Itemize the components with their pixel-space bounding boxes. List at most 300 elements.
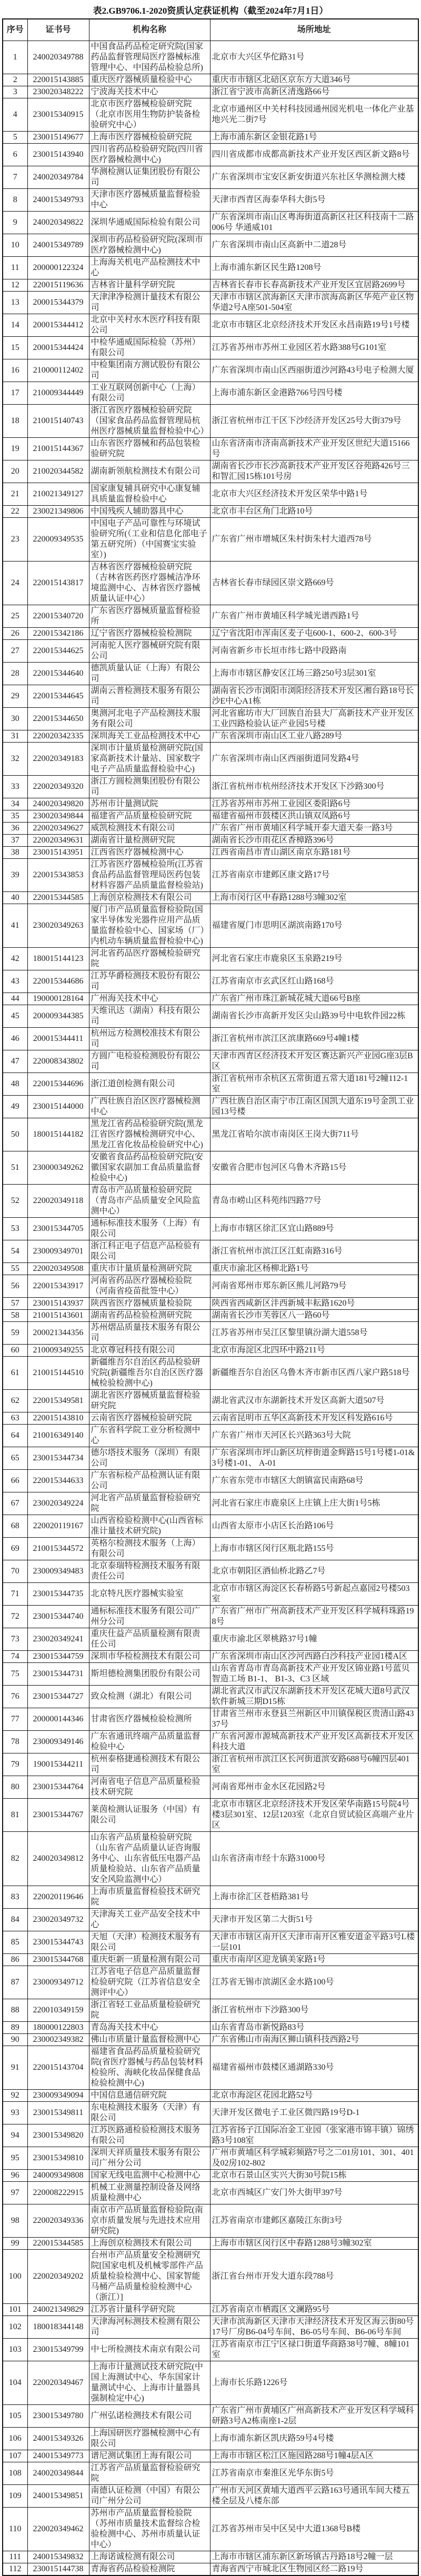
cell-index: 112 (3, 2563, 27, 2576)
cell-address: 北京市石景山区实兴大街30号院15栋 (210, 2170, 418, 2182)
cell-address: 河南省新乡市长垣市纬七路中段路南 (210, 640, 418, 663)
cell-index: 41 (3, 904, 27, 948)
cell-index: 60 (3, 1345, 27, 1357)
cell-index: 79 (3, 1753, 27, 1776)
cell-institution-name: 山西省检验检测中心(山西省标准计量技术研究院) (89, 1515, 210, 1538)
cell-cert-no: 220020349336 (27, 2204, 89, 2238)
table-row (3, 2405, 418, 2428)
cell-cert-no: 220020349508 (27, 1263, 89, 1275)
table-row (3, 1447, 418, 1470)
cell-index: 25 (3, 605, 27, 628)
cell-index: 4 (3, 98, 27, 132)
table-row (3, 438, 418, 460)
cell-institution-name: 广西壮族自治区医疗器械检测中心 (89, 1096, 210, 1118)
cell-institution-name: 浙江省轻工业品质量检验研究院 (89, 1999, 210, 2022)
table-row (3, 1663, 418, 1686)
cell-index: 111 (3, 2551, 27, 2563)
cell-institution-name: 德尔塔技术服务（深圳）有限公司 (89, 1447, 210, 1470)
table-row (3, 1731, 418, 1753)
cell-institution-name: 南德认证检测（中国）有限公司广州分公司 (89, 2485, 210, 2508)
cell-cert-no: 240015349832 (27, 2551, 89, 2563)
cell-address: 广东省深圳市坪山新区坑梓街道金辉路15号1号楼1-01&3号楼1-01、 A-01 (210, 1447, 418, 1470)
cell-address: 湖南省长沙市雨花区香樟路396号 (210, 835, 418, 847)
cell-cert-no: 230015340915 (27, 98, 89, 132)
cell-address: 广东省深圳市南山区沙河西路白沙科技产业园1楼A区 (210, 1651, 418, 1663)
cell-cert-no: 220015119636 (27, 279, 89, 292)
cell-index: 45 (3, 1005, 27, 1028)
cell-institution-name: 重庆医疗器械质量检验中心 (89, 74, 210, 86)
cell-institution-name: 天津津净检测计量技术有限公司 (89, 292, 210, 314)
cell-cert-no: 210016349140 (27, 1425, 89, 1447)
table-row (3, 98, 418, 132)
cell-address: 广东省广州市广州高新技术产业开发区科学城科珠路198号 (210, 1606, 418, 1628)
cell-address: 广东省广州市黄埔区科学城开泰大道天泰一路3号 (210, 823, 418, 835)
table-row (3, 212, 418, 234)
cell-index: 81 (3, 1799, 27, 1832)
cell-cert-no: 200000122324 (27, 257, 89, 279)
cell-address: 上海市徐汇区苍梧路381号 (210, 1886, 418, 1909)
cell-institution-name: 苏州熠品质量技术服务有限公司 (89, 1322, 210, 1345)
cell-address: 辽宁省沈阳市浑南区麦子屯600-1、600-2、600-3号 (210, 628, 418, 640)
column-header-institution-name: 机构名称 (89, 19, 210, 41)
cell-index: 35 (3, 810, 27, 823)
cell-address: 福建省福州市鼓楼区洪山镇双凤路6号 (210, 810, 418, 823)
cell-address: 吉林省长春市绿园区崇文路669号 (210, 562, 418, 605)
cell-address: 山东省青岛市新悦路83号 (210, 2022, 418, 2034)
cell-cert-no: 230015344743 (27, 1931, 89, 1954)
cell-institution-name: 致众检测（湖北）有限公司 (89, 1686, 210, 1708)
cell-address: 江苏省南京市秦淮区光华东街5号 (210, 2462, 418, 2485)
cell-cert-no: 200015344411 (27, 1028, 89, 1050)
cell-institution-name: 北京尊冠科技有限公司 (89, 1345, 210, 1357)
cell-index: 27 (3, 640, 27, 663)
cell-index: 84 (3, 1909, 27, 1931)
cell-index: 98 (3, 2204, 27, 2238)
cell-institution-name: 深圳华通威国际检验有限公司 (89, 212, 210, 234)
table-row (3, 1240, 418, 1263)
cell-cert-no: 200015344412 (27, 314, 89, 337)
cell-institution-name: 北京特凡医疗器械实验室 (89, 1583, 210, 1606)
cell-cert-no: 220015344585 (27, 892, 89, 904)
cell-cert-no: 210000112402 (27, 359, 89, 382)
cell-index: 8 (3, 189, 27, 212)
cell-institution-name: 深圳市计量质量检测研究院(国家高新技术计量站、国家数字电子产品质量监督检验中心) (89, 743, 210, 776)
cell-cert-no: 210015144510 (27, 1357, 89, 1390)
cell-institution-name: 浙江科正电子信息产品检验有限公司 (89, 1240, 210, 1263)
cell-cert-no: 220020349627 (27, 823, 89, 835)
table-row (3, 1345, 418, 1357)
cell-index: 64 (3, 1425, 27, 1447)
cell-address: 山东省济南市济南高新技术产业开发区世纪大道15166号 (210, 438, 418, 460)
cell-cert-no: 230015349820 (27, 2124, 89, 2147)
cell-index: 96 (3, 2170, 27, 2182)
table-row (3, 823, 418, 835)
cell-address: 山西省太原市小店区长治路106号 (210, 1515, 418, 1538)
cell-institution-name: 方圆广电检验检测股份有限公司 (89, 1050, 210, 1073)
cell-cert-no: 230020349224 (27, 1492, 89, 1515)
cell-address: 上海市市辖区徐汇区宜山路889号 (210, 1218, 418, 1240)
table-row (3, 640, 418, 663)
cell-institution-name: 云南省医疗器械检验研究院 (89, 1412, 210, 1425)
cell-address: 湖南省长沙市长沙高新技术产业开发区谷苑路426号三和智汇园15栋101号房 (210, 460, 418, 483)
cell-institution-name: 湖南新领航检测技术有限公司 (89, 460, 210, 483)
cell-cert-no: 230009349146 (27, 1731, 89, 1753)
cell-address: 上海市市辖区闵行区瓶北路155号 (210, 1538, 418, 1560)
cell-index: 73 (3, 1628, 27, 1651)
cell-cert-no: 230020349241 (27, 1628, 89, 1651)
cell-index: 105 (3, 2405, 27, 2428)
cell-index: 104 (3, 2361, 27, 2405)
cell-address: 北京市市辖区北京经济技术开发区荣华南路15号院4号楼3层301室、12层1203室（北京自贸试验区高端产业片区 (210, 1799, 418, 1832)
cell-address: 江苏省苏州市苏州工业园区若水路388号G101室 (210, 337, 418, 359)
cell-cert-no: 210009349255 (27, 1345, 89, 1357)
cell-address: 广东省广州市天河区长兴路363号大院 (210, 1425, 418, 1447)
cell-institution-name: 通标标准技术服务有限公司广州分公司 (89, 1606, 210, 1628)
cell-institution-name: 国家康复辅具研究中心康复辅具质量监督检验中心 (89, 483, 210, 506)
table-row (3, 1096, 418, 1118)
cell-address: 湖南省长沙市芙蓉区八一路60号 (210, 1310, 418, 1322)
cell-institution-name: 河南省电子信息产品质量检验技术研究院 (89, 1776, 210, 1799)
cell-address: 北京市朝阳区酒仙桥北路乙7号 (210, 1560, 418, 1583)
cell-index: 1 (3, 41, 27, 74)
cell-cert-no: 220015344650 (27, 708, 89, 730)
cell-address: 广东省深圳市南山区工业八路289号 (210, 730, 418, 743)
cell-cert-no: 220015340720 (27, 605, 89, 628)
cell-institution-name: 杭州远方检测校准技术有限公司 (89, 1028, 210, 1050)
cell-address: 天津市市辖区滨海新区天津市滨海高新区华苑产业区物华道2号A座501-504室 (210, 292, 418, 314)
cell-index: 88 (3, 1999, 27, 2022)
cell-address: 江苏省苏州市苏州工业园区娄阳路6号 (210, 798, 418, 810)
table-row (3, 1776, 418, 1799)
column-header-address: 场所地址 (210, 19, 418, 41)
cell-address: 浙江省宁波市高新区清逸路66号 (210, 86, 418, 98)
cell-institution-name: 湖南云普检测技术服务有限公司 (89, 685, 210, 708)
table-row (3, 904, 418, 948)
cell-institution-name: 江苏省电子信息产品质量监督检验研究院（江苏省信息安全测评中心） (89, 1966, 210, 1999)
cell-address: 北京市丰台区角门北路10号 (210, 506, 418, 518)
table-row (3, 2250, 418, 2304)
cell-index: 99 (3, 2238, 27, 2250)
cell-index: 62 (3, 1390, 27, 1412)
cell-index: 6 (3, 144, 27, 166)
cell-institution-name: 福建省食品药品质量检验研究院(省医疗器械与药品包装材料检验所、海峡化妆品保健食品检验检测中心) (89, 2046, 210, 2090)
table-row (3, 2485, 418, 2508)
cell-cert-no: 200021344356 (27, 1322, 89, 1345)
table-row (3, 685, 418, 708)
cell-institution-name: 上海市计量测试技术研究院(中国上海测试中心、华东国家计量测试中心、上海市计量器具强制检定中心) (89, 2361, 210, 2405)
cell-institution-name: 南京市产品质量监督检验院(南京市质量发展与先进技术应用研究院) (89, 2204, 210, 2238)
cell-address: 福建省厦门市思明区湖滨南路170号 (210, 904, 418, 948)
table-row (3, 1931, 418, 1954)
table-row (3, 359, 418, 382)
table-row (3, 1118, 418, 1151)
cell-index: 19 (3, 438, 27, 460)
cell-address: 湖南省长沙市浏阳市浏阳经济技术开发区湘台路18号长沙E中心A1栋 (210, 685, 418, 708)
cell-cert-no: 230015344768 (27, 1954, 89, 1966)
cell-cert-no: 220015143704 (27, 2046, 89, 2090)
cell-institution-name: 上海诺诚检测有限公司 (89, 2551, 210, 2563)
cell-address: 天津市西青区经济技术开发区赛达新兴产业园G座3层B区 (210, 1050, 418, 1073)
cell-address: 湖北省武汉市武汉东湖新技术开发区花城大道8号武汉软件新城三期D15栋 (210, 1686, 418, 1708)
cell-index: 23 (3, 518, 27, 562)
cell-cert-no: 200009344385 (27, 1005, 89, 1028)
cell-address: 北京市通州区中关村科技园通州园光机电一体化产业基地兴光二街7号 (210, 98, 418, 132)
column-header-cert-no: 证书号 (27, 19, 89, 41)
cell-cert-no: 190000128164 (27, 993, 89, 1005)
cell-address: 浙江省杭州市滨江区长河街道滨安路688号6幢四层401室 (210, 1753, 418, 1776)
cell-cert-no: 220020119167 (27, 1515, 89, 1538)
cell-institution-name: 深圳天祥质量技术服务有限公司广州分公司 (89, 2147, 210, 2170)
cell-institution-name: 谱尼测试集团上海有限公司 (89, 2450, 210, 2462)
table-row (3, 730, 418, 743)
cell-address: 广东省深圳市南山区高新中二道28号 (210, 234, 418, 257)
cell-address: 甘肃省兰州市永登县兰州新区中川镇保税区贵清山路4337号 (210, 1708, 418, 1731)
table-row (3, 628, 418, 640)
cell-institution-name: 杭州泰格捷通检测技术有限公司 (89, 1753, 210, 1776)
cell-cert-no: 240015349851 (27, 2485, 89, 2508)
cell-address: 湖北省武汉市东湖新技术开发区高新大道507号 (210, 1390, 418, 1412)
table-row (3, 2147, 418, 2170)
table-row (3, 2428, 418, 2450)
cell-cert-no: 220008343802 (27, 1050, 89, 1073)
table-row (3, 2022, 418, 2034)
cell-cert-no: 230015344767 (27, 1799, 89, 1832)
cell-cert-no: 220015344686 (27, 970, 89, 993)
cell-address: 浙江省杭州市下沙路300号 (210, 1999, 418, 2022)
table-row (3, 279, 418, 292)
cell-address: 青海省西宁市城北区生物园区经二路19号 (210, 2563, 418, 2576)
cell-cert-no: 210021349127 (27, 483, 89, 506)
table-row (3, 2124, 418, 2147)
cell-index: 87 (3, 1966, 27, 1999)
cell-address: 江苏省扬子江国际冶金工业园（张家港市锦丰镇）锦绣路3号108室 (210, 2124, 418, 2147)
cell-address: 北京市海淀区花园北路52号 (210, 2090, 418, 2102)
cell-cert-no: 230015143937 (27, 1298, 89, 1310)
cell-address: 北京市大兴区经济技术开发区荣华中路1号 (210, 483, 418, 506)
cell-institution-name: 上海国研医疗器械检测中心有限公司 (89, 2428, 210, 2450)
table-row (3, 506, 418, 518)
column-header-index: 序号 (3, 19, 27, 41)
cell-institution-name: 浙江省医疗器械检验研究院（国家食品药品监督管理局杭州医疗器械质量监督检验中心） (89, 405, 210, 438)
table-row (3, 1753, 418, 1776)
cell-cert-no: 220010349159 (27, 1999, 89, 2022)
cell-address: 江苏省无锡市滨湖区金水路100号 (210, 1966, 418, 1999)
cell-index: 24 (3, 562, 27, 605)
cell-address: 江苏省南京市玄武区红山路168号 (210, 970, 418, 993)
cell-cert-no: 230009349712 (27, 1966, 89, 1999)
table-row (3, 1412, 418, 1425)
cell-institution-name: 江苏华爵检测技术股份有限公司 (89, 970, 210, 993)
cell-address: 吉林省长春市长春高新技术产业开发区宜居路2699号 (210, 279, 418, 292)
table-row (3, 2170, 418, 2182)
table-row (3, 74, 418, 86)
cell-institution-name: 台州市产品质量安全检测研究院[国家电机及机械零部件产品质量检验检测中心、国家智能马桶产品质量检验检测中心（浙江）] (89, 2250, 210, 2304)
table-row (3, 810, 418, 823)
cell-address: 广西壮族自治区南宁市江南区国凯大道东19号金凯工业园13号楼 (210, 1096, 418, 1118)
table-row (3, 835, 418, 847)
cell-address: 广东省深圳市南山区粤海街道高新区社区科技南十二路006号 华通威101 (210, 212, 418, 234)
table-row (3, 1005, 418, 1028)
cell-cert-no: 200015344379 (27, 292, 89, 314)
table-row (3, 892, 418, 904)
cell-institution-name: 天旭（天津）检测技术服务有限公司 (89, 1931, 210, 1954)
table-row (3, 1799, 418, 1832)
cell-institution-name: 宁波海关技术中心 (89, 86, 210, 98)
cell-cert-no: 240015349773 (27, 2450, 89, 2462)
cell-cert-no: 190015344211 (27, 1753, 89, 1776)
cell-institution-name: 河北省产品质量监督检验研究院 (89, 1492, 210, 1515)
cell-address: 黑龙江省哈尔滨市南岗区王岗大街711号 (210, 1118, 418, 1151)
cell-address: 广东省河源市源城高新技术产业开发区高新技术开发区科技大道 (210, 1731, 418, 1753)
cell-index: 83 (3, 1886, 27, 1909)
cell-cert-no: 240009349808 (27, 2170, 89, 2182)
cell-address: 重庆市渝北区杨柳北路1号 (210, 1263, 418, 1275)
cell-institution-name: 河南省药品医疗器械检验院（河南省疫苗批签中心） (89, 1275, 210, 1298)
cell-address: 安徽省合肥市包河区乌鲁木齐路15号 (210, 1151, 418, 1185)
table-row (3, 2563, 418, 2576)
cell-cert-no: 230002349382 (27, 2034, 89, 2046)
cell-address: 北京市大兴区华佗路31号 (210, 41, 418, 74)
table-row (3, 1515, 418, 1538)
cell-index: 85 (3, 1931, 27, 1954)
cell-address: 浙江省杭州市滨江区江虹南路316号 (210, 1240, 418, 1263)
cell-index: 43 (3, 970, 27, 993)
cell-cert-no: 220015344625 (27, 640, 89, 663)
cell-institution-name: 湖南省计量检测研究院 (89, 835, 210, 847)
cell-index: 21 (3, 483, 27, 506)
cell-cert-no: 230015344759 (27, 1651, 89, 1663)
cell-institution-name: 中七所检测技术南京有限公司 (89, 2339, 210, 2361)
cell-institution-name: 重庆市计量质量检测研究院 (89, 1263, 210, 1275)
table-row (3, 86, 418, 98)
cell-index: 82 (3, 1832, 27, 1886)
cell-index: 66 (3, 1470, 27, 1492)
cell-address: 四川省成都市成都高新技术产业开发区西区新文路8号 (210, 144, 418, 166)
cell-address: 上海市浦东新区金银花路1号 (210, 132, 418, 144)
cell-cert-no: 230020349263 (27, 904, 89, 948)
cell-cert-no: 240020349788 (27, 41, 89, 74)
table-body (3, 41, 418, 2576)
cell-address: 天津市市辖区南开区天津市南开区雅安道金平路3号L楼一层101 (210, 1931, 418, 1954)
cell-institution-name: 河南驼人医疗器械研究院有限公司 (89, 640, 210, 663)
cell-address: 江苏省南京市建邺区康文路17号 (210, 859, 418, 892)
cell-cert-no: 230015344734 (27, 1447, 89, 1470)
cell-index: 36 (3, 823, 27, 835)
table-row (3, 1606, 418, 1628)
cell-index: 10 (3, 234, 27, 257)
cell-cert-no: 220020342335 (27, 730, 89, 743)
table-row (3, 708, 418, 730)
table-row (3, 1886, 418, 1909)
cell-index: 91 (3, 2046, 27, 2090)
table-row (3, 743, 418, 776)
table-row (3, 382, 418, 405)
cell-cert-no: 220020349118 (27, 1185, 89, 1218)
cell-address: 上海市浦东新区金港路766号四号楼 (210, 382, 418, 405)
table-row (3, 1686, 418, 1708)
cell-cert-no: 220020349462 (27, 2508, 89, 2551)
cell-address: 河北省廊坊市大厂回族自治县大厂高新技术产业开发区工业四路检验认证产业园5号楼 (210, 708, 418, 730)
table-row (3, 1999, 418, 2022)
cell-address: 广东省佛山市南海区狮山镇科技西路2号 (210, 2034, 418, 2046)
cell-cert-no: 230015344705 (27, 1218, 89, 1240)
table-row (3, 1560, 418, 1583)
cell-index: 55 (3, 1263, 27, 1275)
cell-index: 65 (3, 1447, 27, 1470)
cell-index: 2 (3, 74, 27, 86)
cell-index: 22 (3, 506, 27, 518)
cell-cert-no: 230009349094 (27, 2090, 89, 2102)
cell-index: 94 (3, 2124, 27, 2147)
table-row (3, 1651, 418, 1663)
cell-index: 77 (3, 1708, 27, 1731)
cell-address: 山东省青岛市青岛高新技术产业开发区锦业路1号蓝贝智造工场 B1-1、 B1-3、C3 区域 (210, 1663, 418, 1686)
cell-institution-name: 华测检测认证集团股份有限公司 (89, 166, 210, 189)
cell-cert-no: 210020344582 (27, 460, 89, 483)
cell-index: 63 (3, 1412, 27, 1425)
table-row (3, 132, 418, 144)
table-row (3, 1322, 418, 1345)
cell-institution-name: 莱茵检测认证服务（中国）有限公司 (89, 1799, 210, 1832)
cell-address: 湖南省长沙市高新开发区尖山路39号中电软件园22栋 (210, 1005, 418, 1028)
cell-index: 51 (3, 1151, 27, 1185)
cell-address: 上海市浦东新区民生路1208号 (210, 257, 418, 279)
cell-address: 云南省昆明市五华区高新技术开发区科发路616号 (210, 1412, 418, 1425)
cell-address: 重庆市南岸区迎龙镇美家路1号 (210, 1954, 418, 1966)
cell-address: 北京市市辖区北京经济技术开发区永昌南路19号1号楼 (210, 314, 418, 337)
cell-address: 浙江省台州市开发大道东段788号 (210, 2250, 418, 2304)
cell-institution-name: 青岛市产品质量检验研究院（青岛市产品质量安全风险监测中心） (89, 1185, 210, 1218)
table-row (3, 993, 418, 1005)
cell-institution-name: 上海市医疗器械检验研究院 (89, 132, 210, 144)
table-row (3, 1050, 418, 1073)
cell-institution-name: 广州海关技术中心 (89, 993, 210, 1005)
cell-index: 54 (3, 1240, 27, 1263)
cell-institution-name: 奥测河北电子产品检测技术服务有限公司 (89, 708, 210, 730)
cell-cert-no: 210015143601 (27, 1310, 89, 1322)
table-row (3, 1263, 418, 1275)
cell-index: 69 (3, 1538, 27, 1560)
cell-institution-name: 英格尔检测技术服务（上海）有限公司 (89, 1538, 210, 1560)
cell-address: 上海市市辖区静安区江场三路250号3层301室 (210, 663, 418, 685)
cell-cert-no: 210015344572 (27, 1538, 89, 1560)
cell-institution-name: 江苏医路通检验检测技术服务有限公司 (89, 2124, 210, 2147)
cell-address: 广东省广州市珠江新城花城大道66号B座 (210, 993, 418, 1005)
cell-index: 39 (3, 859, 27, 892)
cell-index: 90 (3, 2034, 27, 2046)
cell-address: 浙江省杭州市江干区下沙经济开发区25号大街379号 (210, 405, 418, 438)
cell-institution-name: 通标标准技术服务（上海）有限公司 (89, 1218, 210, 1240)
cell-index: 18 (3, 405, 27, 438)
cell-institution-name: 四川省药品检验研究院(四川省医疗器械检测中心) (89, 144, 210, 166)
cell-cert-no: 180015144123 (27, 948, 89, 970)
cell-index: 40 (3, 892, 27, 904)
cell-address: 广东省广州市黄埔区科学城光谱西路1号 (210, 605, 418, 628)
cell-cert-no: 230015344735 (27, 1583, 89, 1606)
cell-cert-no: 220020349320 (27, 776, 89, 798)
cell-institution-name: 新疆维吾尔自治区药品检验研究院(新疆维吾尔自治区医疗器械检验检测中心) (89, 1357, 210, 1390)
cell-index: 33 (3, 776, 27, 798)
cell-institution-name: 斯坦德检测集团股份有限公司 (89, 1663, 210, 1686)
table-row (3, 2090, 418, 2102)
cell-institution-name: 河北省药品医疗器械检验研究院 (89, 948, 210, 970)
cell-cert-no: 220015344696 (27, 1073, 89, 1096)
cell-index: 16 (3, 359, 27, 382)
cell-cert-no: 230021349806 (27, 506, 89, 518)
cell-cert-no: 200015344424 (27, 337, 89, 359)
cell-address: 天津市西青区海泰华科大街5号 (210, 189, 418, 212)
cell-institution-name: 江苏省产品质量监督检验研究院 (89, 2462, 210, 2485)
